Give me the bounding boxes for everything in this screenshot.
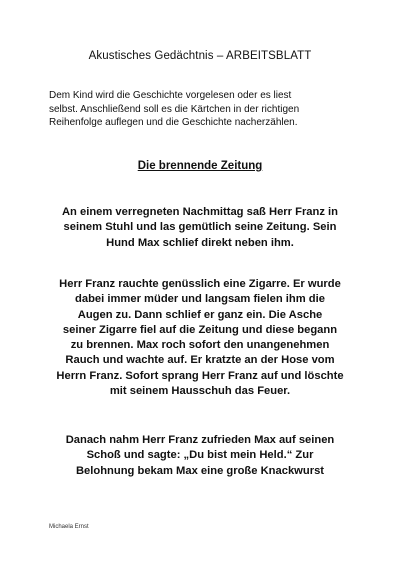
story-line: Hund Max schlief direkt neben ihm. [106, 236, 294, 249]
story-line: Augen zu. Dann schlief er ganz ein. Die Asche [77, 308, 323, 321]
story-line: An einem verregneten Nachmittag saß Herr Franz in [61, 206, 339, 218]
story-line: seiner Zigarre fiel auf die Zeitung und diese begann [62, 323, 338, 336]
intro-line: Dem Kind wird die Geschichte vorgelesen oder es liest [49, 90, 292, 101]
story-line: Belohnung bekam Max eine große Knackwurst [75, 464, 325, 477]
story-paragraph-2 [30, 277, 370, 399]
story-line: Rauch und wachte auf. Er kratzte an der Hose vom [65, 354, 335, 367]
intro-line: selbst. Anschließend soll es die Kärtchen in der richtigen [49, 103, 300, 115]
story-paragraph-3 [30, 433, 370, 479]
worksheet-header-title: Akustisches Gedächtnis – ARBEITSBLATT [88, 50, 312, 62]
story-line: seinem Stuhl und las gemütlich seine Zeitung. Sein [63, 221, 337, 234]
story-line: Danach nahm Herr Franz zufrieden Max auf seinen [65, 434, 335, 446]
story-title: Die brennende Zeitung [137, 160, 263, 172]
story-line: mit seinem Hausschuh das Feuer. [109, 385, 291, 398]
intro-instructions [49, 89, 359, 130]
story-line: dabei immer müder und langsam fielen ihm die [75, 293, 325, 306]
story-line: Herrn Franz. Sofort sprang Herr Franz auf und löschte [56, 369, 344, 382]
story-line: Schoß und sagte: „Du bist mein Held.“ Zur [86, 449, 314, 462]
intro-line: Reihenfolge auflegen und die Geschichte nacherzählen. [49, 117, 298, 128]
story-line: zu brennen. Max roch sofort den unangenehmen [70, 339, 330, 352]
story-line: Herr Franz rauchte genüsslich eine Zigarre. Er wurde [59, 278, 341, 290]
story-paragraph-1 [30, 205, 370, 251]
footer-author: Michaela Ernst [49, 524, 89, 530]
